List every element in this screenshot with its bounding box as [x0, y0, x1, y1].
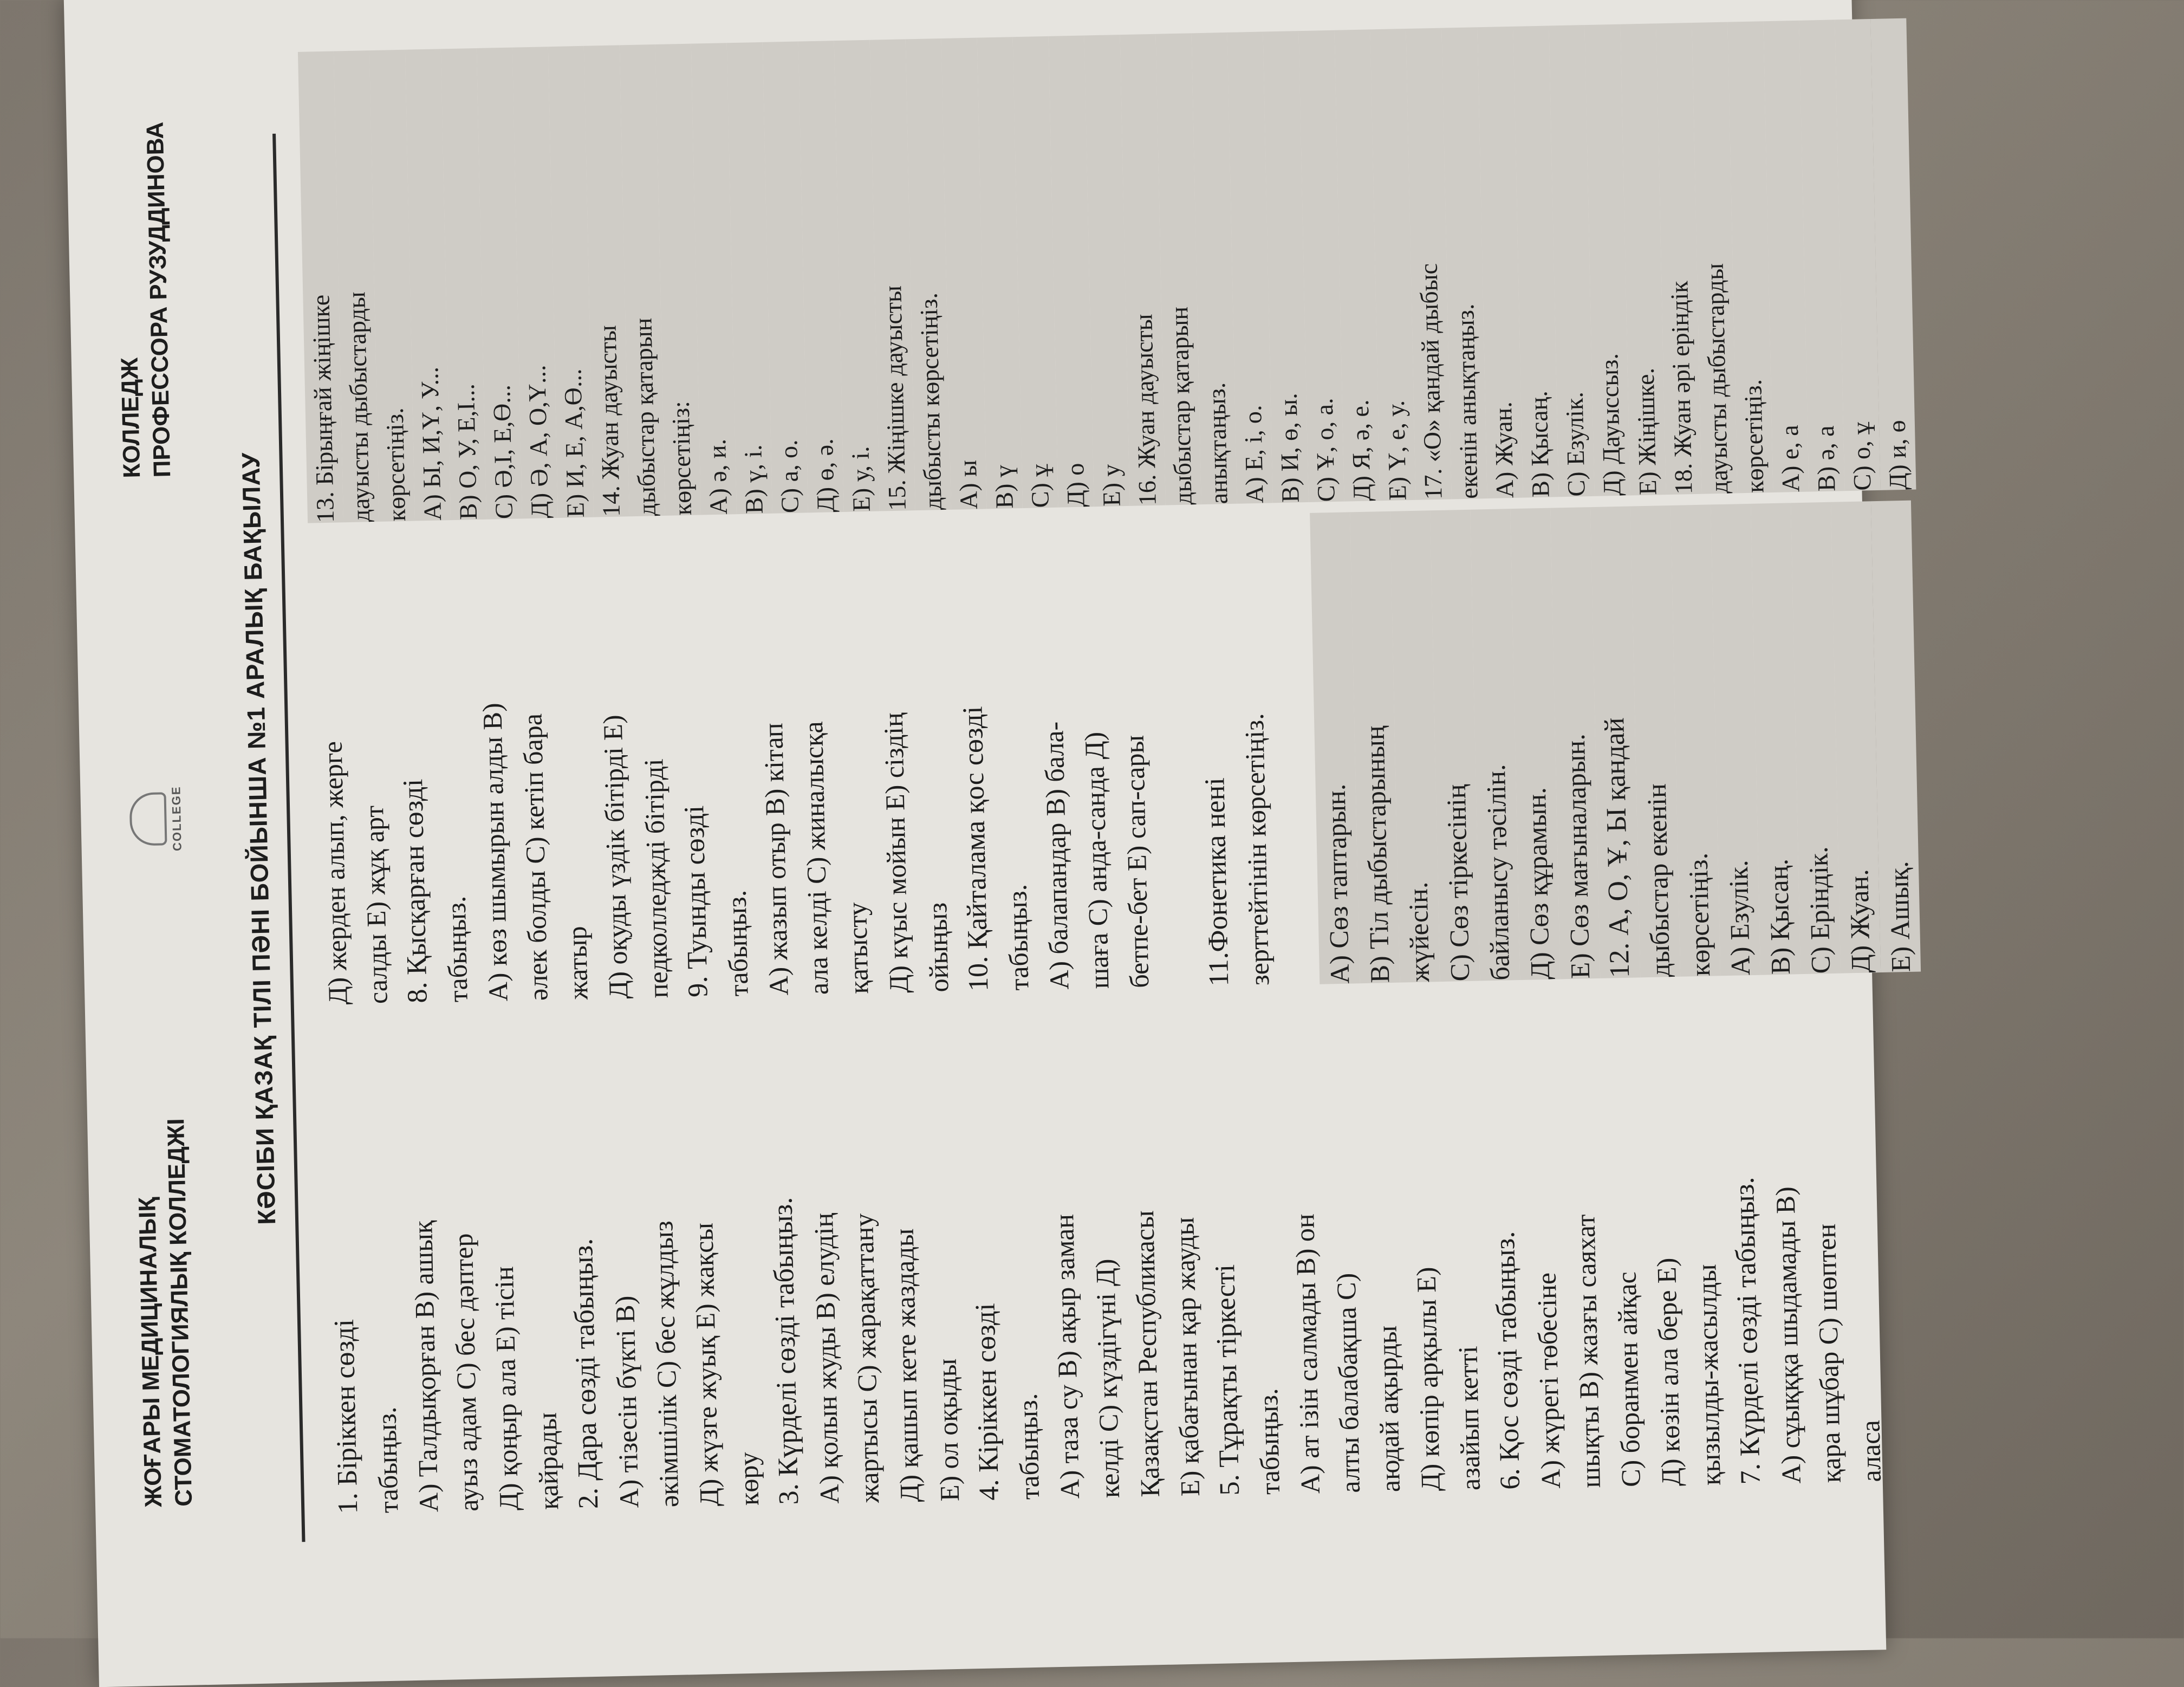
question-line: жатыр	[561, 925, 594, 1000]
question-line: табыңыз.	[1012, 1393, 1045, 1500]
question-line: А) ә, и.	[691, 43, 737, 515]
question-line: 1. Біріккен сөзді	[328, 1319, 364, 1515]
question-line: Е) ол оқыды	[931, 1358, 965, 1502]
question-line: С) боранмен айқас	[1611, 1271, 1646, 1488]
college-name-line2: СТОМАТОЛОГИЯЛЫҚ КОЛЛЕДЖІ	[162, 1118, 198, 1507]
college-logo-icon	[129, 792, 167, 846]
question-line: Қазақстан Республикасы	[1129, 1210, 1166, 1498]
question-line: алты балабақша С)	[1330, 1273, 1366, 1494]
college-name-left	[131, 1118, 199, 1508]
question-line: дыбыстар қатарын	[620, 44, 665, 516]
question-line: табыңыз.	[1252, 1388, 1286, 1495]
question-line: А) Жуан.	[1477, 27, 1523, 498]
question-line: 15. Жіңішке дауысты	[870, 39, 915, 511]
question-line: алаcа	[1855, 1419, 1887, 1483]
question-line: Д) Дауыссыз.	[1584, 24, 1630, 496]
question-line: қатысту	[842, 901, 874, 995]
question-line: С) ұ	[1013, 36, 1058, 508]
question-line: 7. Күрделі сөзді табыңыз.	[1728, 1177, 1766, 1485]
question-line: В) ү	[977, 37, 1023, 509]
question-line: анықтаңыз.	[1192, 33, 1237, 504]
question-line: ала келді С) жиналысқа	[797, 721, 834, 995]
question-line: 6. Қос сөзді табыңыз.	[1489, 1231, 1526, 1490]
question-line: 14. Жуан дауысты	[584, 45, 629, 517]
question-line: В) ү, і.	[727, 42, 772, 514]
question-line: В) И, ө, ы.	[1263, 31, 1309, 503]
question-line: зерттейтінін көрсетіңіз.	[1238, 713, 1275, 986]
question-line: дауысты дыбыстарды	[334, 50, 379, 522]
question-line: Д) и, ө	[1870, 18, 1916, 490]
question-line: В) Тіл дыбыстарының	[1350, 511, 1400, 983]
question-line: екенін анықтаңыз.	[1441, 27, 1487, 499]
question-line: 13. Бірыңғай жіңішке	[298, 51, 343, 523]
question-line: Е) И, Е, А,Ө...	[548, 46, 594, 518]
question-line: 12. А, О, Ұ, Ы қандай	[1590, 507, 1640, 978]
question-line: В) Қысаң.	[1751, 503, 1800, 975]
question-line: А) көз шымырын алды В)	[477, 702, 514, 1002]
question-line: бетпе-бет Е) сап-сары	[1119, 735, 1155, 989]
question-line: Д) оқуды үздік бітірді Е)	[597, 715, 634, 1000]
question-line: шаға С) анда-санда Д)	[1078, 731, 1115, 989]
question-line: 16. Жуан дауысты	[1120, 34, 1166, 506]
exam-page	[92, 20, 1916, 1627]
question-line: салды Е) жұқ арт	[359, 805, 393, 1004]
questions-column-3	[298, 18, 1916, 523]
question-line: дыбысты көрсетіңіз.	[906, 38, 951, 510]
question-line: Д) күыс мойын Е) сіздің	[877, 712, 914, 994]
college-logo-word: COLLEGE	[169, 786, 184, 852]
exam-title: КӘСІБИ ҚАЗАҚ ТІЛІ ПӘНІ БОЙЫНША №1 АРАЛЫҚ БАҚЫЛАУ	[236, 452, 281, 1225]
question-line: А) Ы, И,Ү, У...	[405, 49, 451, 521]
question-line: табыңыз.	[721, 890, 754, 997]
question-line: С) Езулік.	[1549, 25, 1594, 497]
question-line: қара шұбар С) шөптен	[1810, 1223, 1847, 1483]
question-line: С) Ә,І, Е,Ө...	[477, 48, 522, 520]
question-line: келді С) күздігүні Д)	[1089, 1258, 1126, 1498]
question-line: Д) қоңыр ала Е) тісін	[488, 1266, 524, 1511]
question-line: А) таза су В) ақыр заман	[1049, 1214, 1086, 1500]
question-line: А) ат ізін салмады В) он	[1289, 1213, 1326, 1494]
question-line: қызылды-жасылды	[1691, 1263, 1726, 1486]
question-line: ауыз адам С) бес дәптер	[447, 1233, 484, 1512]
questions-column-1	[318, 1010, 1891, 1514]
college-name-right-line2: ПРОФЕССОРА РУЗУДДИНОВА	[141, 121, 176, 478]
question-line: 4. Кіріккен сөзді	[970, 1302, 1005, 1501]
question-line: А) тізесін бүкті В)	[609, 1295, 645, 1509]
question-line: Д) Я, ә, е.	[1334, 29, 1380, 501]
question-line: дыбыстар қатарын	[1156, 33, 1201, 505]
question-line: азайып кетті	[1452, 1346, 1486, 1491]
question-line: А) Е, і, о.	[1227, 32, 1273, 504]
question-line: С) Сөз тіркесінің	[1430, 510, 1480, 982]
question-line: 17. «О» қандай дыбыс	[1406, 28, 1451, 500]
question-line: А) сұықққа шыдамады В)	[1770, 1186, 1806, 1484]
question-line: А) Талдықорған В) ашық	[407, 1220, 444, 1513]
question-line: 10. Қайталама қос сөзді	[957, 706, 994, 992]
question-line: жартысы С) жарақаттану	[848, 1213, 885, 1503]
question-line: 8. Қысқарған сөзді	[398, 778, 433, 1004]
question-line: көрсетіңіз.	[369, 50, 415, 522]
question-line: А) жүрегі төбесіне	[1531, 1272, 1566, 1489]
questions-column-2	[308, 501, 1921, 1005]
question-line: В) О, У, Е,І...	[441, 48, 486, 520]
question-line: көрсетіңіз.	[1670, 504, 1720, 976]
question-line: Е) у	[1084, 35, 1130, 507]
question-line: табыңыз.	[440, 896, 473, 1003]
question-line: 2. Дара сөзді табыңыз.	[567, 1238, 604, 1509]
question-line: жүйесін.	[1390, 510, 1440, 982]
question-line: әлек болды С) кетіп бара	[517, 713, 554, 1001]
question-line: Е) Ү, е, у.	[1370, 29, 1415, 501]
question-line: Е) у, і.	[834, 40, 880, 512]
question-line: әкімшілік С) бес жұлдыз	[648, 1220, 685, 1508]
question-line: Е) Сөз мағыналарын.	[1550, 507, 1600, 979]
question-line: В) Қысаң.	[1513, 25, 1558, 497]
question-line: ойыңыз	[922, 902, 954, 993]
question-line: шықты В) жазғы саяхат	[1570, 1214, 1606, 1489]
question-line: Д) қашып кете жаздады	[888, 1228, 925, 1503]
college-name-right	[110, 121, 178, 478]
question-line: А) е, а	[1763, 21, 1809, 492]
question-line: Е) Жіңішке.	[1620, 23, 1666, 495]
question-line: Е) Ашық.	[1871, 501, 1921, 972]
question-line: көрсетіңіз.	[1727, 21, 1773, 493]
question-line: байланысу тәсілін.	[1470, 509, 1520, 981]
college-name-line1: ЖОҒАРЫ МЕДИЦИНАЛЫҚ	[134, 1197, 167, 1508]
question-line: С) а, о.	[763, 42, 808, 514]
question-line: табыңыз.	[371, 1406, 404, 1514]
question-line: А) жазып отыр В) кітап	[758, 722, 794, 996]
question-line: В) ә, а	[1799, 20, 1844, 491]
question-line: көру	[733, 1451, 765, 1506]
college-logo	[129, 786, 184, 852]
paper-sheet	[64, 0, 1916, 1687]
question-line: педколледжді бітірді	[638, 758, 674, 998]
question-line: А) Езулік.	[1711, 504, 1760, 976]
question-line: 5. Тұрақты тіркесті	[1210, 1264, 1246, 1496]
question-line: Д) ө, ә.	[798, 41, 844, 512]
question-line: дауысты дыбыстарды	[1692, 22, 1737, 494]
question-line: Д) жерден алып, жерге	[317, 741, 353, 1005]
question-line: Д) Жуан.	[1831, 501, 1881, 973]
question-line: А) ы	[941, 38, 987, 510]
question-line: С) Еріндік.	[1791, 502, 1841, 974]
question-line: қайрады	[531, 1412, 564, 1510]
question-line: 11.Фонетика нені	[1199, 777, 1235, 987]
question-line: Е) қабағынан қар жауды	[1169, 1217, 1206, 1497]
question-line: Д) көзін ала бере Е)	[1651, 1257, 1686, 1487]
question-line: дыбыстар екенін	[1630, 505, 1680, 977]
question-line: Д) көпір арқылы Е)	[1410, 1267, 1446, 1492]
question-line: С) о, ұ	[1835, 19, 1880, 491]
college-name-right-line1: КОЛЛЕДЖ	[116, 357, 146, 478]
question-line: 9. Туынды сөзді	[679, 805, 714, 998]
question-line: Д) о	[1049, 35, 1094, 507]
question-line: А) балапандар В) бала-	[1038, 721, 1075, 990]
page-header	[103, 54, 244, 1627]
question-line: Д) Сөз құрамын.	[1510, 508, 1560, 980]
question-line: А) қолын жуды В) елудің	[808, 1212, 845, 1504]
question-line: аюдай ақырды	[1372, 1325, 1406, 1493]
question-line: С) Ұ, о, а.	[1298, 30, 1344, 502]
question-line: 3. Күрделі сөзді табыңыз.	[767, 1197, 805, 1506]
question-line: Д) Ә, А, О,Ү...	[512, 47, 558, 518]
question-line: табыңыз.	[1002, 884, 1035, 991]
question-line: А) Сөз таптарын.	[1310, 512, 1360, 984]
question-line: 18. Жуан әрі еріндік	[1656, 23, 1701, 495]
question-line: көрсетіңіз:	[655, 44, 701, 516]
question-line: Д) жүзге жуық Е) жақсы	[688, 1222, 725, 1507]
